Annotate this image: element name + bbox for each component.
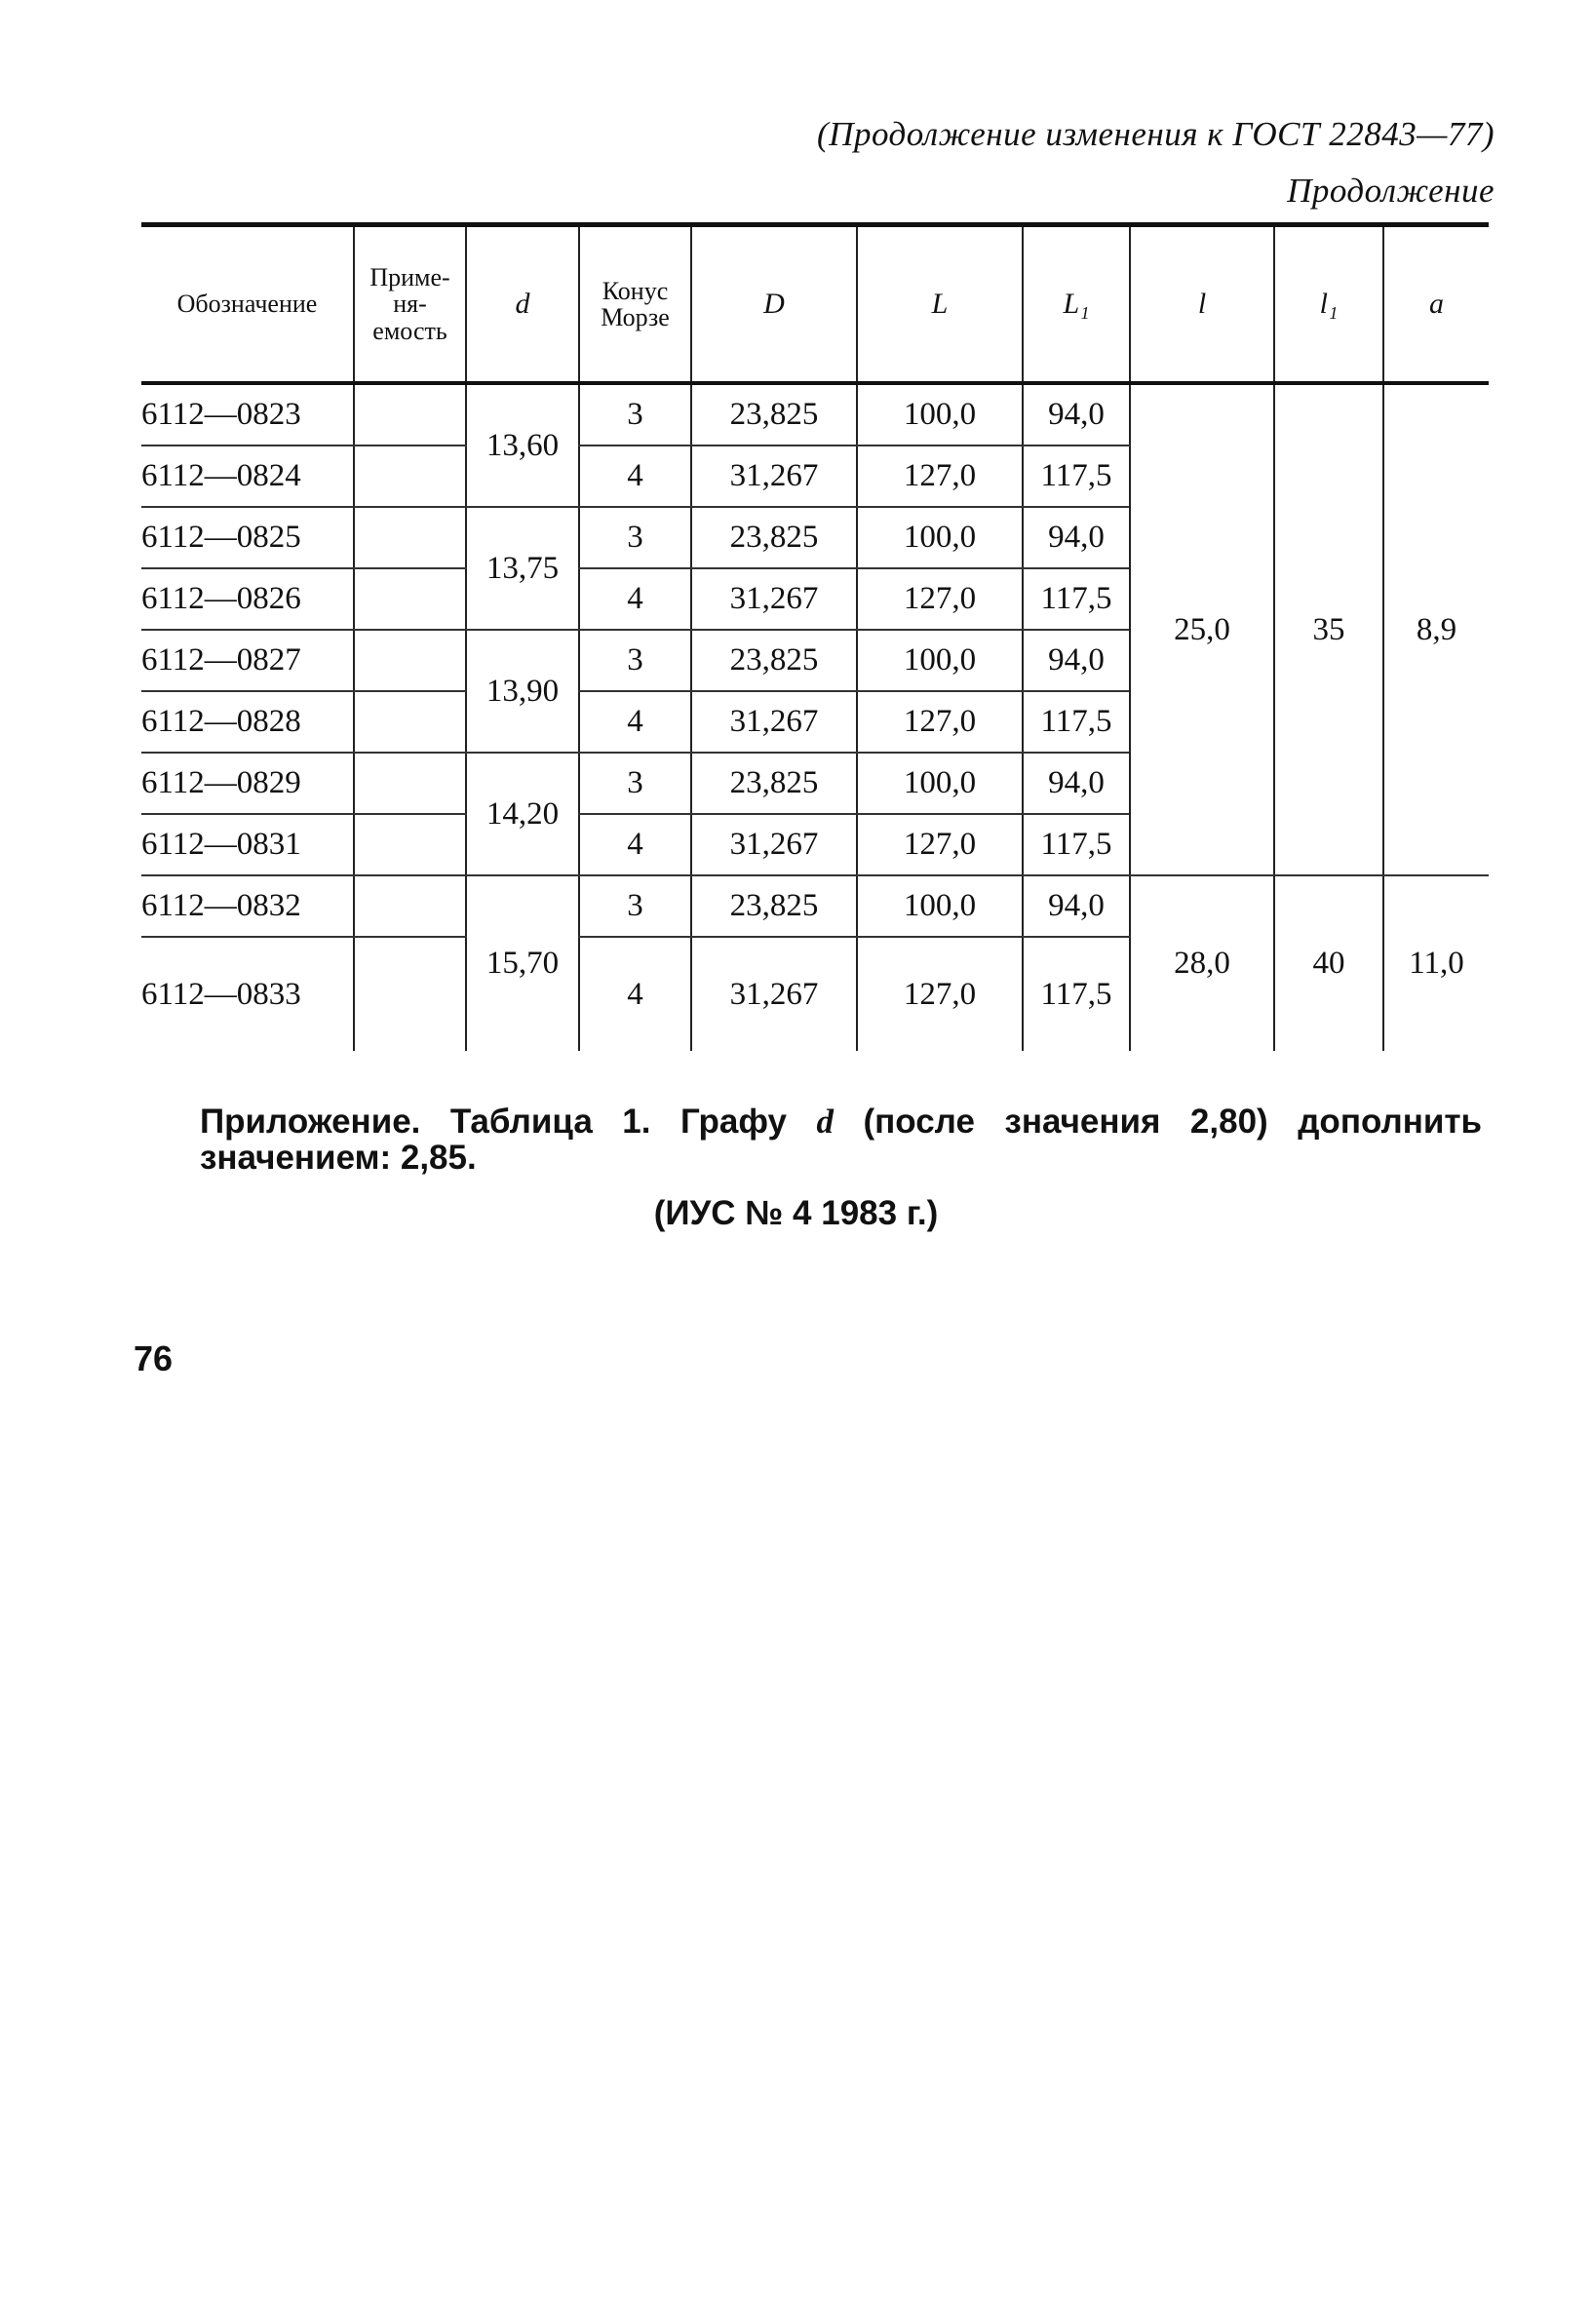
- cell-applicability: [354, 875, 466, 937]
- table-row: [141, 875, 1489, 937]
- cell-cone: 3: [579, 507, 691, 568]
- col-morse-cone: Конус Морзе: [579, 225, 691, 384]
- cell-designation: 6112—0833: [141, 976, 301, 1012]
- cell-D: 23,825: [691, 630, 857, 691]
- cell-applicability: [354, 937, 466, 1051]
- cell-designation: 6112—0825: [141, 507, 354, 568]
- col-a: a: [1383, 225, 1489, 384]
- cell-applicability: [354, 568, 466, 630]
- cell-L: 127,0: [857, 937, 1023, 1051]
- continuation-header: (Продолжение изменения к ГОСТ 22843—77): [817, 115, 1495, 153]
- cell-L1: 94,0: [1023, 383, 1130, 445]
- cell-l: 25,0: [1130, 383, 1274, 875]
- cell-D: 23,825: [691, 753, 857, 814]
- cell-applicability: [354, 753, 466, 814]
- cell-cone: 3: [579, 383, 691, 445]
- cell-applicability: [354, 383, 466, 445]
- note-text-before: Приложение. Таблица 1. Графу: [200, 1103, 817, 1141]
- cell-L1: 94,0: [1023, 875, 1130, 937]
- publication-reference: (ИУС № 4 1983 г.): [653, 1194, 939, 1232]
- cell-D: 23,825: [691, 875, 857, 937]
- cell-D: 31,267: [691, 814, 857, 875]
- cell-designation: 6112—0829: [141, 753, 354, 814]
- note-symbol: d: [816, 1103, 834, 1141]
- cell-L: 100,0: [857, 507, 1023, 568]
- cell-L1: 117,5: [1023, 937, 1130, 1051]
- cell-L: 100,0: [857, 875, 1023, 937]
- table-row: [141, 383, 1489, 445]
- cell-cone: 3: [579, 630, 691, 691]
- cell-l1: 35: [1274, 383, 1383, 875]
- cell-L1: 117,5: [1023, 445, 1130, 507]
- col-d: d: [466, 225, 579, 384]
- cell-L: 127,0: [857, 691, 1023, 753]
- cell-d: 13,60: [466, 383, 579, 507]
- cell-cone: 4: [579, 445, 691, 507]
- cell-designation: 6112—0826: [141, 568, 354, 630]
- cell-cone: 4: [579, 691, 691, 753]
- cell-l1: 40: [1274, 875, 1383, 1051]
- cell-D: 23,825: [691, 383, 857, 445]
- cell-L: 100,0: [857, 630, 1023, 691]
- cell-a: 11,0: [1383, 875, 1489, 1051]
- col-D: D: [691, 225, 857, 384]
- cell-d: 15,70: [466, 875, 579, 1051]
- cell-cone: 4: [579, 568, 691, 630]
- cell-L: 100,0: [857, 383, 1023, 445]
- cell-L1: 117,5: [1023, 691, 1130, 753]
- cell-D: 31,267: [691, 445, 857, 507]
- appendix-note: [200, 1104, 1482, 1177]
- cell-applicability: [354, 507, 466, 568]
- page-number: 76: [134, 1338, 174, 1378]
- cell-a: 8,9: [1383, 383, 1489, 875]
- col-designation: Обозначение: [176, 290, 318, 319]
- col-l: l: [1130, 225, 1274, 384]
- cell-L: 127,0: [857, 445, 1023, 507]
- cell-cone: 4: [579, 814, 691, 875]
- cell-D: 23,825: [691, 507, 857, 568]
- col-L1: L₁: [1023, 225, 1130, 384]
- cell-L1: 117,5: [1023, 568, 1130, 630]
- cell-D: 31,267: [691, 691, 857, 753]
- cell-L1: 117,5: [1023, 814, 1130, 875]
- cell-applicability: [354, 630, 466, 691]
- cell-cone: 4: [579, 937, 691, 1051]
- cell-designation: 6112—0832: [141, 875, 354, 937]
- cell-L1: 94,0: [1023, 630, 1130, 691]
- data-table: [141, 222, 1489, 1051]
- cell-applicability: [354, 814, 466, 875]
- col-applicability: Приме-ня-емость: [354, 225, 466, 384]
- cell-applicability: [354, 445, 466, 507]
- cell-applicability: [354, 691, 466, 753]
- note-text-after: (после значения 2,80) дополнить значением: 2,85.: [200, 1103, 1483, 1177]
- cell-cone: 3: [579, 875, 691, 937]
- cell-L: 100,0: [857, 753, 1023, 814]
- cell-D: 31,267: [691, 568, 857, 630]
- cell-L: 127,0: [857, 568, 1023, 630]
- cell-d: 13,75: [466, 507, 579, 630]
- col-L: L: [857, 225, 1023, 384]
- cell-d: 13,90: [466, 630, 579, 753]
- col-l1: l₁: [1274, 225, 1383, 384]
- cell-designation: 6112—0831: [141, 814, 354, 875]
- cell-L1: 94,0: [1023, 507, 1130, 568]
- continuation-label: Продолжение: [1287, 172, 1495, 210]
- cell-designation: 6112—0823: [141, 383, 354, 445]
- cell-D: 31,267: [691, 937, 857, 1051]
- cell-L: 127,0: [857, 814, 1023, 875]
- cell-l: 28,0: [1130, 875, 1274, 1051]
- cell-cone: 3: [579, 753, 691, 814]
- cell-designation: 6112—0827: [141, 630, 354, 691]
- cell-L1: 94,0: [1023, 753, 1130, 814]
- cell-designation: 6112—0828: [141, 691, 354, 753]
- table-header-row: [141, 225, 1489, 384]
- cell-designation: 6112—0824: [141, 445, 354, 507]
- cell-d: 14,20: [466, 753, 579, 875]
